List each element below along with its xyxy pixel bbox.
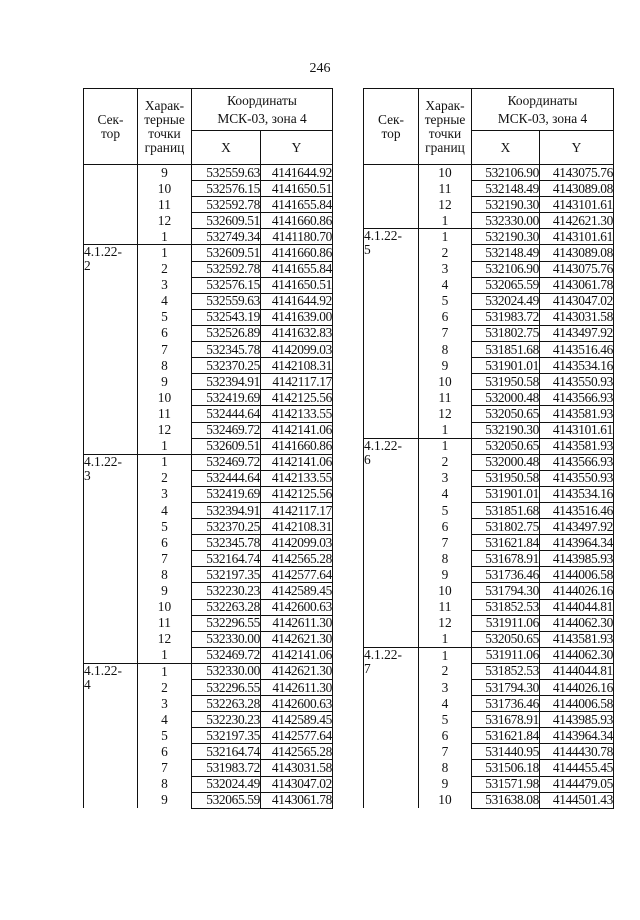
point-number-cell: 6: [138, 535, 192, 551]
point-number-cell: 12: [138, 422, 192, 438]
y-coordinate-cell: 4142565.28: [261, 744, 333, 760]
y-coordinate-cell: 4143581.93: [540, 438, 614, 454]
point-number-cell: 9: [138, 583, 192, 599]
point-number-cell: 1: [138, 229, 192, 245]
point-number-cell: 10: [138, 390, 192, 406]
x-coordinate-cell: 532419.69: [192, 390, 261, 406]
table-row: [364, 229, 614, 245]
point-number-cell: 1: [138, 438, 192, 454]
x-coordinate-cell: 532444.64: [192, 406, 261, 422]
header-points: Харак- терные точки границ: [419, 89, 472, 165]
x-coordinate-cell: 532190.30: [472, 229, 540, 245]
y-coordinate-cell: 4142565.28: [261, 551, 333, 567]
table-row: [84, 245, 333, 261]
y-coordinate-cell: 4143985.93: [540, 712, 614, 728]
point-number-cell: 8: [138, 776, 192, 792]
y-coordinate-cell: 4143031.58: [540, 309, 614, 325]
header-coordinates: Координаты МСК-03, зона 4: [472, 89, 614, 131]
header-x: X: [472, 131, 540, 165]
x-coordinate-cell: 532164.74: [192, 744, 261, 760]
y-coordinate-cell: 4143550.93: [540, 470, 614, 486]
x-coordinate-cell: 532469.72: [192, 454, 261, 470]
sector-cell: 4.1.22- 3: [84, 454, 138, 663]
point-number-cell: 10: [419, 792, 472, 808]
point-number-cell: 2: [138, 261, 192, 277]
sector-cell: 4.1.22- 6: [364, 438, 419, 647]
point-number-cell: 2: [138, 470, 192, 486]
point-number-cell: 3: [138, 486, 192, 502]
y-coordinate-cell: 4143089.08: [540, 245, 614, 261]
y-coordinate-cell: 4142621.30: [540, 213, 614, 229]
x-coordinate-cell: 531440.95: [472, 744, 540, 760]
y-coordinate-cell: 4141650.51: [261, 277, 333, 293]
x-coordinate-cell: 532065.59: [472, 277, 540, 293]
header-coordinates: Координаты МСК-03, зона 4: [192, 89, 333, 131]
x-coordinate-cell: 531950.58: [472, 374, 540, 390]
y-coordinate-cell: 4144479.05: [540, 776, 614, 792]
y-coordinate-cell: 4142611.30: [261, 680, 333, 696]
y-coordinate-cell: 4144044.81: [540, 599, 614, 615]
x-coordinate-cell: 531901.01: [472, 358, 540, 374]
y-coordinate-cell: 4143566.93: [540, 390, 614, 406]
point-number-cell: 6: [419, 309, 472, 325]
point-number-cell: 2: [419, 245, 472, 261]
point-number-cell: 10: [138, 181, 192, 197]
point-number-cell: 9: [138, 374, 192, 390]
x-coordinate-cell: 532330.00: [472, 213, 540, 229]
point-number-cell: 1: [419, 438, 472, 454]
y-coordinate-cell: 4142108.31: [261, 358, 333, 374]
y-coordinate-cell: 4143964.34: [540, 535, 614, 551]
y-coordinate-cell: 4142611.30: [261, 615, 333, 631]
x-coordinate-cell: 532197.35: [192, 567, 261, 583]
point-number-cell: 4: [419, 696, 472, 712]
point-number-cell: 2: [138, 680, 192, 696]
point-number-cell: 7: [138, 342, 192, 358]
point-number-cell: 9: [419, 776, 472, 792]
x-coordinate-cell: 532065.59: [192, 792, 261, 808]
y-coordinate-cell: 4142141.06: [261, 422, 333, 438]
y-coordinate-cell: 4142577.64: [261, 728, 333, 744]
x-coordinate-cell: 531851.68: [472, 342, 540, 358]
y-coordinate-cell: 4143047.02: [540, 293, 614, 309]
y-coordinate-cell: 4141650.51: [261, 181, 333, 197]
point-number-cell: 7: [419, 535, 472, 551]
x-coordinate-cell: 532000.48: [472, 454, 540, 470]
x-coordinate-cell: 531571.98: [472, 776, 540, 792]
x-coordinate-cell: 532543.19: [192, 309, 261, 325]
y-coordinate-cell: 4143497.92: [540, 519, 614, 535]
x-coordinate-cell: 532609.51: [192, 438, 261, 454]
table-row: [84, 165, 333, 181]
point-number-cell: 11: [138, 197, 192, 213]
x-coordinate-cell: 532024.49: [192, 776, 261, 792]
point-number-cell: 5: [138, 728, 192, 744]
y-coordinate-cell: 4142125.56: [261, 486, 333, 502]
y-coordinate-cell: 4142577.64: [261, 567, 333, 583]
y-coordinate-cell: 4142117.17: [261, 374, 333, 390]
table-row: [364, 647, 614, 663]
y-coordinate-cell: 4144062.30: [540, 615, 614, 631]
y-coordinate-cell: 4141660.86: [261, 213, 333, 229]
x-coordinate-cell: 532370.25: [192, 358, 261, 374]
point-number-cell: 3: [419, 470, 472, 486]
x-coordinate-cell: 532345.78: [192, 535, 261, 551]
y-coordinate-cell: 4143581.93: [540, 406, 614, 422]
table-body: [364, 165, 614, 809]
y-coordinate-cell: 4143061.78: [261, 792, 333, 808]
sector-cell: 4.1.22- 2: [84, 245, 138, 454]
x-coordinate-cell: 532469.72: [192, 422, 261, 438]
x-coordinate-cell: 531736.46: [472, 696, 540, 712]
x-coordinate-cell: 532106.90: [472, 165, 540, 181]
sector-cell: 4.1.22- 5: [364, 229, 419, 438]
point-number-cell: 4: [419, 486, 472, 502]
x-coordinate-cell: 532526.89: [192, 325, 261, 341]
point-number-cell: 3: [419, 261, 472, 277]
y-coordinate-cell: 4142621.30: [261, 663, 333, 679]
y-coordinate-cell: 4142125.56: [261, 390, 333, 406]
point-number-cell: 1: [419, 229, 472, 245]
y-coordinate-cell: 4142099.03: [261, 535, 333, 551]
point-number-cell: 8: [419, 551, 472, 567]
point-number-cell: 1: [138, 647, 192, 663]
point-number-cell: 8: [419, 760, 472, 776]
point-number-cell: 1: [419, 422, 472, 438]
point-number-cell: 8: [138, 358, 192, 374]
x-coordinate-cell: 532330.00: [192, 631, 261, 647]
x-coordinate-cell: 532000.48: [472, 390, 540, 406]
y-coordinate-cell: 4143534.16: [540, 358, 614, 374]
point-number-cell: 9: [419, 567, 472, 583]
y-coordinate-cell: 4142108.31: [261, 519, 333, 535]
x-coordinate-cell: 532190.30: [472, 422, 540, 438]
point-number-cell: 7: [138, 760, 192, 776]
y-coordinate-cell: 4144006.58: [540, 567, 614, 583]
y-coordinate-cell: 4143516.46: [540, 342, 614, 358]
x-coordinate-cell: 532609.51: [192, 245, 261, 261]
x-coordinate-cell: 531802.75: [472, 325, 540, 341]
x-coordinate-cell: 531852.53: [472, 663, 540, 679]
header-sector: Сек- тор: [364, 89, 419, 165]
x-coordinate-cell: 532263.28: [192, 599, 261, 615]
y-coordinate-cell: 4143497.92: [540, 325, 614, 341]
y-coordinate-cell: 4142589.45: [261, 583, 333, 599]
y-coordinate-cell: 4142589.45: [261, 712, 333, 728]
y-coordinate-cell: 4143101.61: [540, 229, 614, 245]
y-coordinate-cell: 4142133.55: [261, 470, 333, 486]
point-number-cell: 1: [138, 663, 192, 679]
point-number-cell: 12: [419, 406, 472, 422]
point-number-cell: 11: [138, 406, 192, 422]
y-coordinate-cell: 4143061.78: [540, 277, 614, 293]
point-number-cell: 6: [419, 519, 472, 535]
y-coordinate-cell: 4143550.93: [540, 374, 614, 390]
y-coordinate-cell: 4142099.03: [261, 342, 333, 358]
y-coordinate-cell: 4144455.45: [540, 760, 614, 776]
x-coordinate-cell: 532444.64: [192, 470, 261, 486]
point-number-cell: 1: [138, 245, 192, 261]
point-number-cell: 5: [138, 309, 192, 325]
y-coordinate-cell: 4141180.70: [261, 229, 333, 245]
point-number-cell: 11: [138, 615, 192, 631]
y-coordinate-cell: 4143985.93: [540, 551, 614, 567]
point-number-cell: 7: [419, 325, 472, 341]
point-number-cell: 10: [419, 583, 472, 599]
point-number-cell: 5: [419, 293, 472, 309]
y-coordinate-cell: 4141655.84: [261, 261, 333, 277]
x-coordinate-cell: 532592.78: [192, 197, 261, 213]
coordinates-table-right: [363, 88, 614, 809]
point-number-cell: 10: [138, 599, 192, 615]
point-number-cell: 1: [419, 631, 472, 647]
y-coordinate-cell: 4144062.30: [540, 647, 614, 663]
point-number-cell: 12: [138, 213, 192, 229]
y-coordinate-cell: 4143089.08: [540, 181, 614, 197]
sector-cell: [364, 165, 419, 229]
x-coordinate-cell: 532197.35: [192, 728, 261, 744]
x-coordinate-cell: 531736.46: [472, 567, 540, 583]
y-coordinate-cell: 4141644.92: [261, 165, 333, 181]
header-x: X: [192, 131, 261, 165]
y-coordinate-cell: 4141655.84: [261, 197, 333, 213]
point-number-cell: 5: [138, 519, 192, 535]
x-coordinate-cell: 531983.72: [472, 309, 540, 325]
point-number-cell: 9: [419, 358, 472, 374]
table-row: [364, 438, 614, 454]
point-number-cell: 7: [419, 744, 472, 760]
point-number-cell: 6: [138, 744, 192, 760]
x-coordinate-cell: 532190.30: [472, 197, 540, 213]
x-coordinate-cell: 532106.90: [472, 261, 540, 277]
sector-cell: 4.1.22- 4: [84, 663, 138, 808]
point-number-cell: 4: [138, 502, 192, 518]
y-coordinate-cell: 4144006.58: [540, 696, 614, 712]
y-coordinate-cell: 4143101.61: [540, 197, 614, 213]
y-coordinate-cell: 4142133.55: [261, 406, 333, 422]
x-coordinate-cell: 532330.00: [192, 663, 261, 679]
point-number-cell: 7: [138, 551, 192, 567]
point-number-cell: 12: [419, 615, 472, 631]
point-number-cell: 2: [419, 663, 472, 679]
header-points: Харак- терные точки границ: [138, 89, 192, 165]
y-coordinate-cell: 4143534.16: [540, 486, 614, 502]
point-number-cell: 12: [138, 631, 192, 647]
y-coordinate-cell: 4143101.61: [540, 422, 614, 438]
point-number-cell: 5: [419, 712, 472, 728]
x-coordinate-cell: 532609.51: [192, 213, 261, 229]
x-coordinate-cell: 531678.91: [472, 551, 540, 567]
x-coordinate-cell: 532164.74: [192, 551, 261, 567]
x-coordinate-cell: 532148.49: [472, 245, 540, 261]
point-number-cell: 1: [419, 213, 472, 229]
y-coordinate-cell: 4143031.58: [261, 760, 333, 776]
x-coordinate-cell: 532050.65: [472, 438, 540, 454]
table-row: [84, 454, 333, 470]
y-coordinate-cell: 4143075.76: [540, 165, 614, 181]
header-sector: Сек- тор: [84, 89, 138, 165]
point-number-cell: 10: [419, 165, 472, 181]
point-number-cell: 12: [419, 197, 472, 213]
x-coordinate-cell: 531911.06: [472, 615, 540, 631]
y-coordinate-cell: 4144430.78: [540, 744, 614, 760]
x-coordinate-cell: 532050.65: [472, 406, 540, 422]
x-coordinate-cell: 532230.23: [192, 583, 261, 599]
y-coordinate-cell: 4143516.46: [540, 502, 614, 518]
x-coordinate-cell: 531794.30: [472, 583, 540, 599]
x-coordinate-cell: 531678.91: [472, 712, 540, 728]
point-number-cell: 9: [138, 165, 192, 181]
point-number-cell: 3: [138, 696, 192, 712]
point-number-cell: 9: [138, 792, 192, 808]
sector-cell: [84, 165, 138, 245]
x-coordinate-cell: 531911.06: [472, 647, 540, 663]
x-coordinate-cell: 532469.72: [192, 647, 261, 663]
x-coordinate-cell: 531950.58: [472, 470, 540, 486]
x-coordinate-cell: 532296.55: [192, 680, 261, 696]
x-coordinate-cell: 532576.15: [192, 181, 261, 197]
y-coordinate-cell: 4144501.43: [540, 792, 614, 808]
table-row: [364, 165, 614, 181]
y-coordinate-cell: 4142600.63: [261, 696, 333, 712]
point-number-cell: 10: [419, 374, 472, 390]
point-number-cell: 11: [419, 181, 472, 197]
y-coordinate-cell: 4142600.63: [261, 599, 333, 615]
y-coordinate-cell: 4143047.02: [261, 776, 333, 792]
x-coordinate-cell: 531506.18: [472, 760, 540, 776]
x-coordinate-cell: 532296.55: [192, 615, 261, 631]
point-number-cell: 3: [138, 277, 192, 293]
x-coordinate-cell: 532559.63: [192, 165, 261, 181]
x-coordinate-cell: 532345.78: [192, 342, 261, 358]
point-number-cell: 3: [419, 680, 472, 696]
y-coordinate-cell: 4141660.86: [261, 438, 333, 454]
x-coordinate-cell: 532024.49: [472, 293, 540, 309]
x-coordinate-cell: 531901.01: [472, 486, 540, 502]
point-number-cell: 5: [419, 502, 472, 518]
y-coordinate-cell: 4143075.76: [540, 261, 614, 277]
point-number-cell: 8: [138, 567, 192, 583]
x-coordinate-cell: 532592.78: [192, 261, 261, 277]
x-coordinate-cell: 532050.65: [472, 631, 540, 647]
y-coordinate-cell: 4142117.17: [261, 502, 333, 518]
x-coordinate-cell: 532230.23: [192, 712, 261, 728]
sector-cell: 4.1.22- 7: [364, 647, 419, 808]
x-coordinate-cell: 531802.75: [472, 519, 540, 535]
table-body: [84, 165, 333, 809]
x-coordinate-cell: 531621.84: [472, 728, 540, 744]
y-coordinate-cell: 4141632.83: [261, 325, 333, 341]
coordinates-table-left: [83, 88, 333, 809]
page-number: 246: [309, 61, 331, 76]
x-coordinate-cell: 531794.30: [472, 680, 540, 696]
x-coordinate-cell: 532394.91: [192, 502, 261, 518]
x-coordinate-cell: 532394.91: [192, 374, 261, 390]
y-coordinate-cell: 4144026.16: [540, 680, 614, 696]
x-coordinate-cell: 531851.68: [472, 502, 540, 518]
x-coordinate-cell: 531638.08: [472, 792, 540, 808]
point-number-cell: 1: [419, 647, 472, 663]
x-coordinate-cell: 532419.69: [192, 486, 261, 502]
point-number-cell: 6: [138, 325, 192, 341]
header-y: Y: [540, 131, 614, 165]
x-coordinate-cell: 532559.63: [192, 293, 261, 309]
x-coordinate-cell: 532370.25: [192, 519, 261, 535]
point-number-cell: 4: [419, 277, 472, 293]
x-coordinate-cell: 531621.84: [472, 535, 540, 551]
x-coordinate-cell: 532263.28: [192, 696, 261, 712]
x-coordinate-cell: 532148.49: [472, 181, 540, 197]
point-number-cell: 11: [419, 390, 472, 406]
point-number-cell: 11: [419, 599, 472, 615]
point-number-cell: 2: [419, 454, 472, 470]
point-number-cell: 4: [138, 712, 192, 728]
y-coordinate-cell: 4143581.93: [540, 631, 614, 647]
x-coordinate-cell: 531852.53: [472, 599, 540, 615]
x-coordinate-cell: 531983.72: [192, 760, 261, 776]
x-coordinate-cell: 532749.34: [192, 229, 261, 245]
y-coordinate-cell: 4142141.06: [261, 454, 333, 470]
y-coordinate-cell: 4142621.30: [261, 631, 333, 647]
x-coordinate-cell: 532576.15: [192, 277, 261, 293]
table-row: [84, 663, 333, 679]
y-coordinate-cell: 4141660.86: [261, 245, 333, 261]
header-y: Y: [261, 131, 333, 165]
y-coordinate-cell: 4143566.93: [540, 454, 614, 470]
y-coordinate-cell: 4142141.06: [261, 647, 333, 663]
y-coordinate-cell: 4143964.34: [540, 728, 614, 744]
point-number-cell: 1: [138, 454, 192, 470]
y-coordinate-cell: 4144026.16: [540, 583, 614, 599]
point-number-cell: 8: [419, 342, 472, 358]
y-coordinate-cell: 4144044.81: [540, 663, 614, 679]
point-number-cell: 4: [138, 293, 192, 309]
y-coordinate-cell: 4141639.00: [261, 309, 333, 325]
y-coordinate-cell: 4141644.92: [261, 293, 333, 309]
point-number-cell: 6: [419, 728, 472, 744]
